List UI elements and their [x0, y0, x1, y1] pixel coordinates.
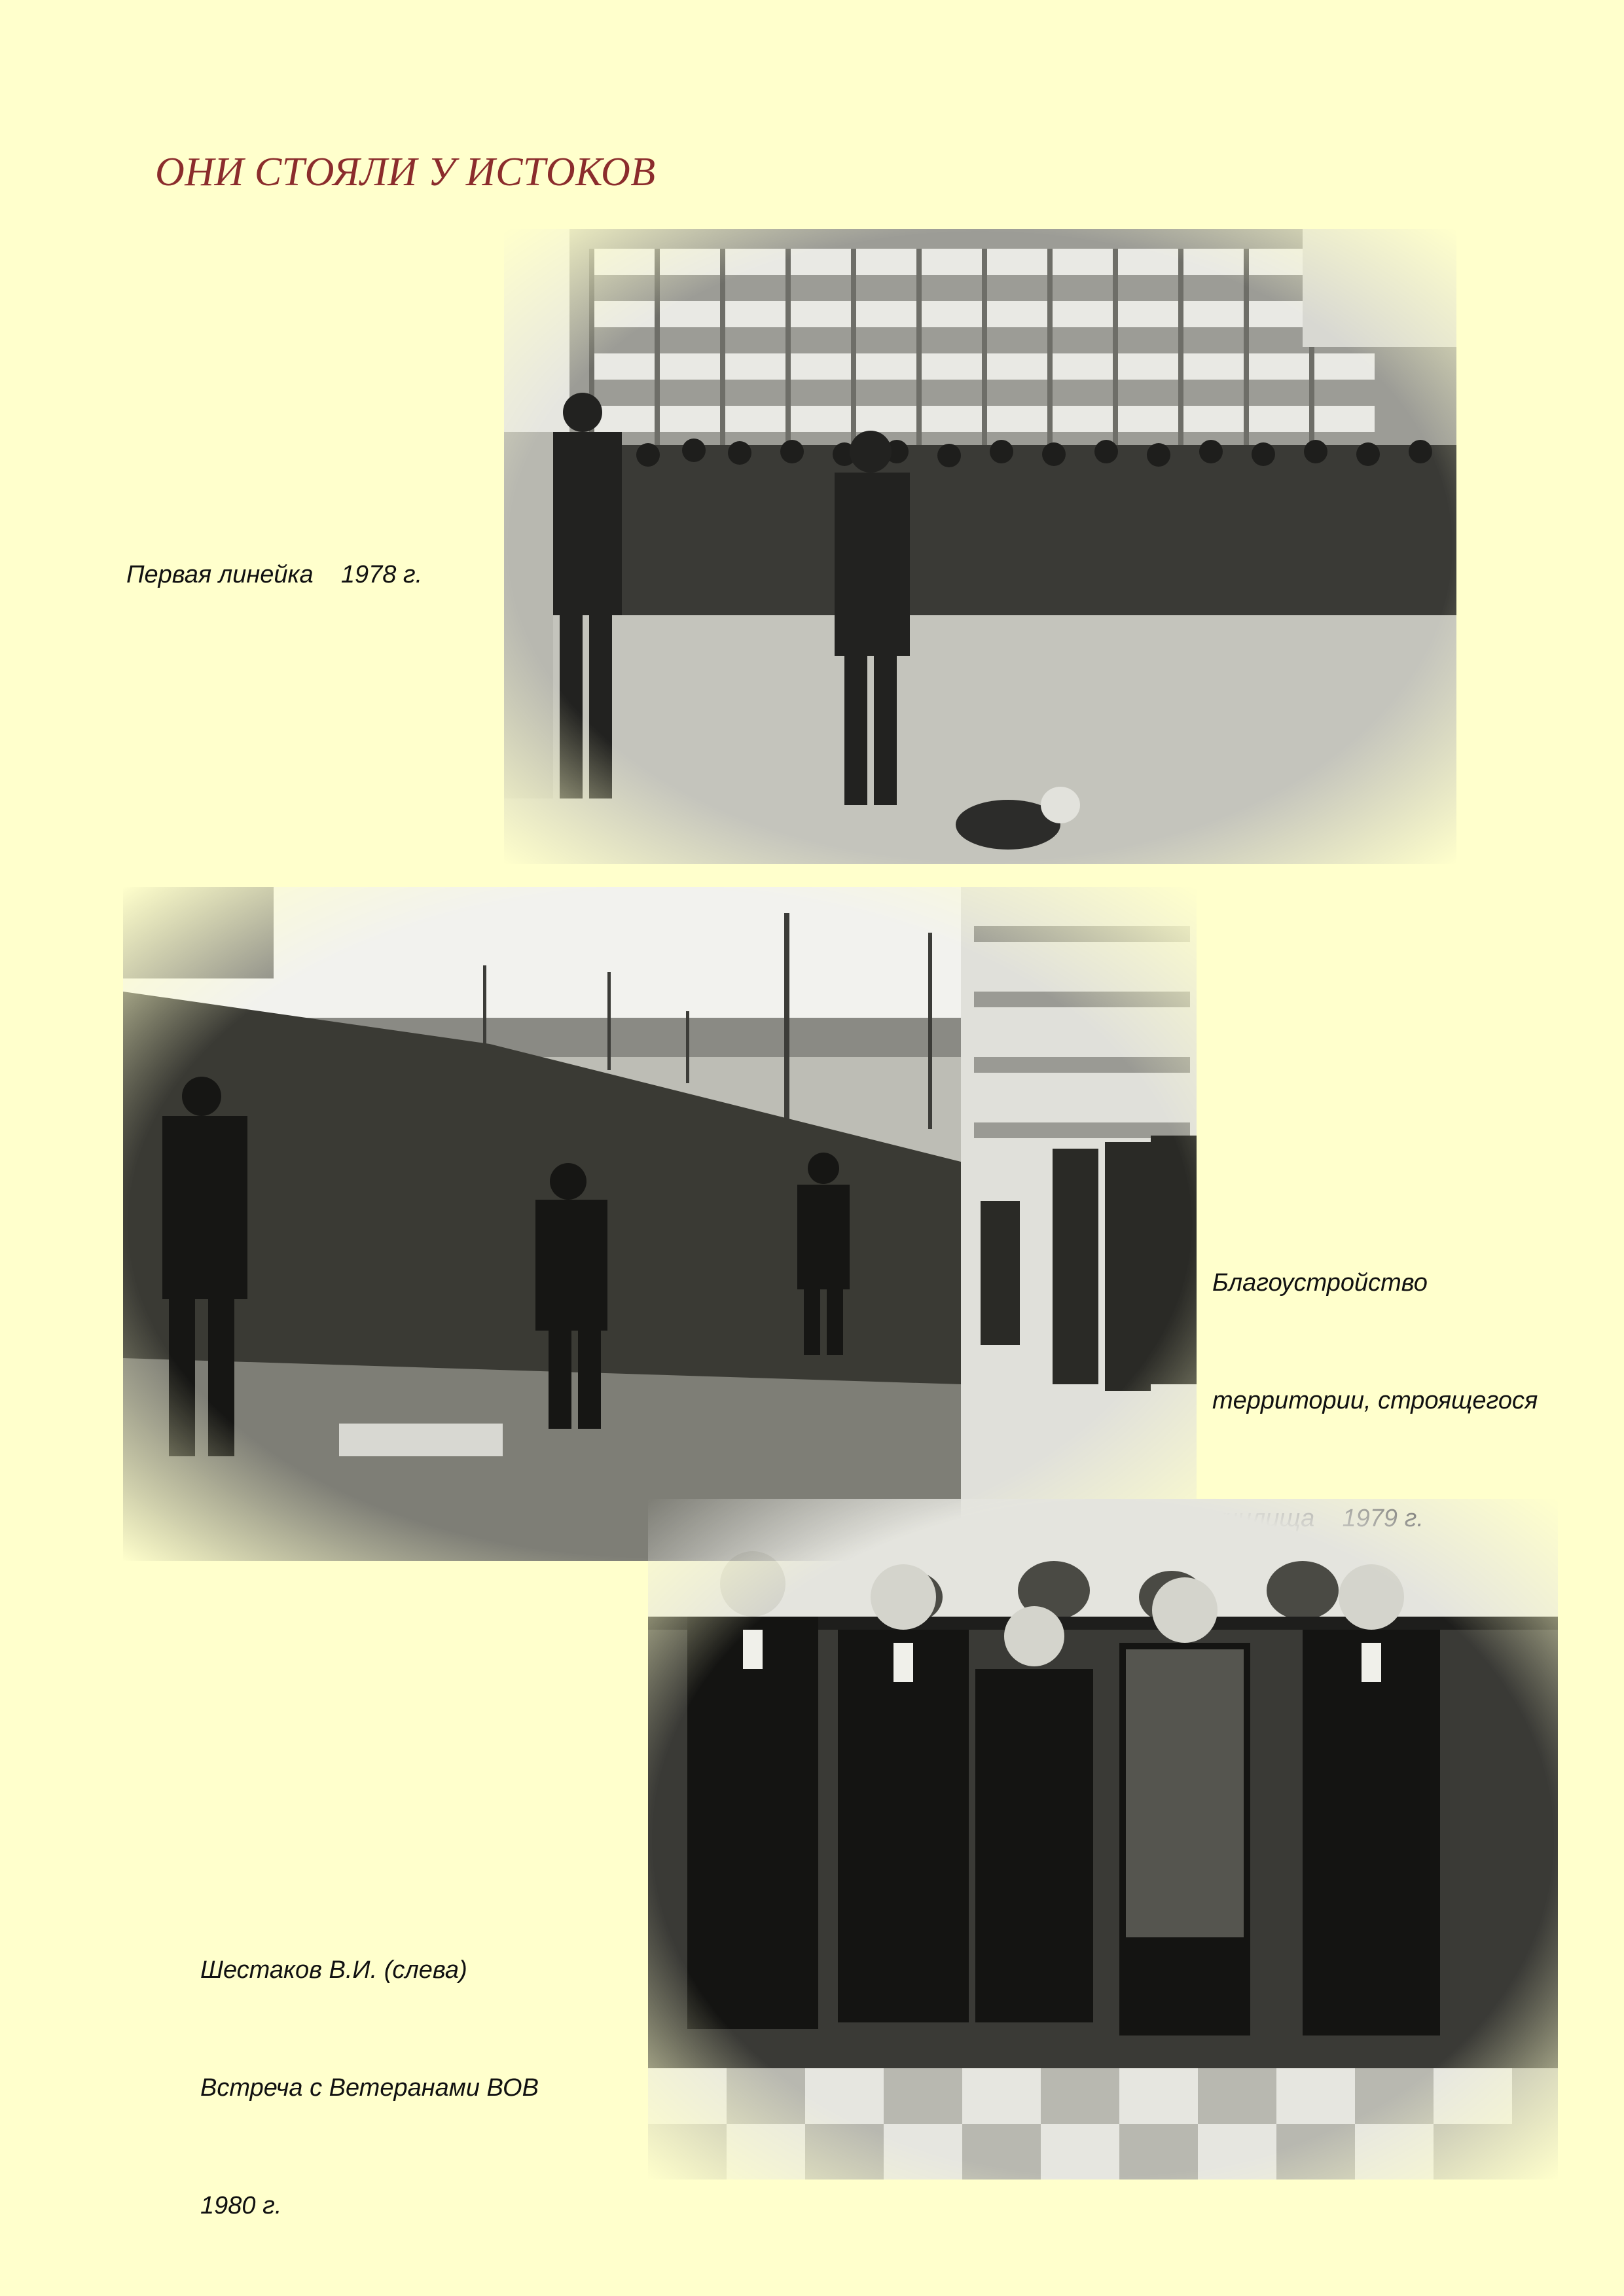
photo-first-assembly	[504, 229, 1456, 864]
caption-line: территории, строящегося	[1212, 1387, 1538, 1414]
caption-line: Шестаков В.И. (слева)	[200, 1956, 467, 1984]
photo-first-assembly-image	[504, 229, 1456, 864]
caption-line: Первая линейка 1978 г.	[126, 561, 423, 588]
photo-veterans-meeting	[648, 1499, 1558, 2179]
caption-line: Встреча с Ветеранами ВОВ	[200, 2074, 539, 2102]
photo-landscaping	[123, 887, 1197, 1561]
caption-veterans-meeting	[200, 1872, 539, 2265]
caption-first-assembly	[126, 476, 422, 634]
photo-landscaping-image	[123, 887, 1197, 1561]
caption-line: 1980 г.	[200, 2192, 282, 2219]
photo-veterans-meeting-image	[648, 1499, 1558, 2179]
page-title: ОНИ СТОЯЛИ У ИСТОКОВ	[155, 150, 656, 194]
caption-line: Благоустройство	[1212, 1269, 1428, 1297]
